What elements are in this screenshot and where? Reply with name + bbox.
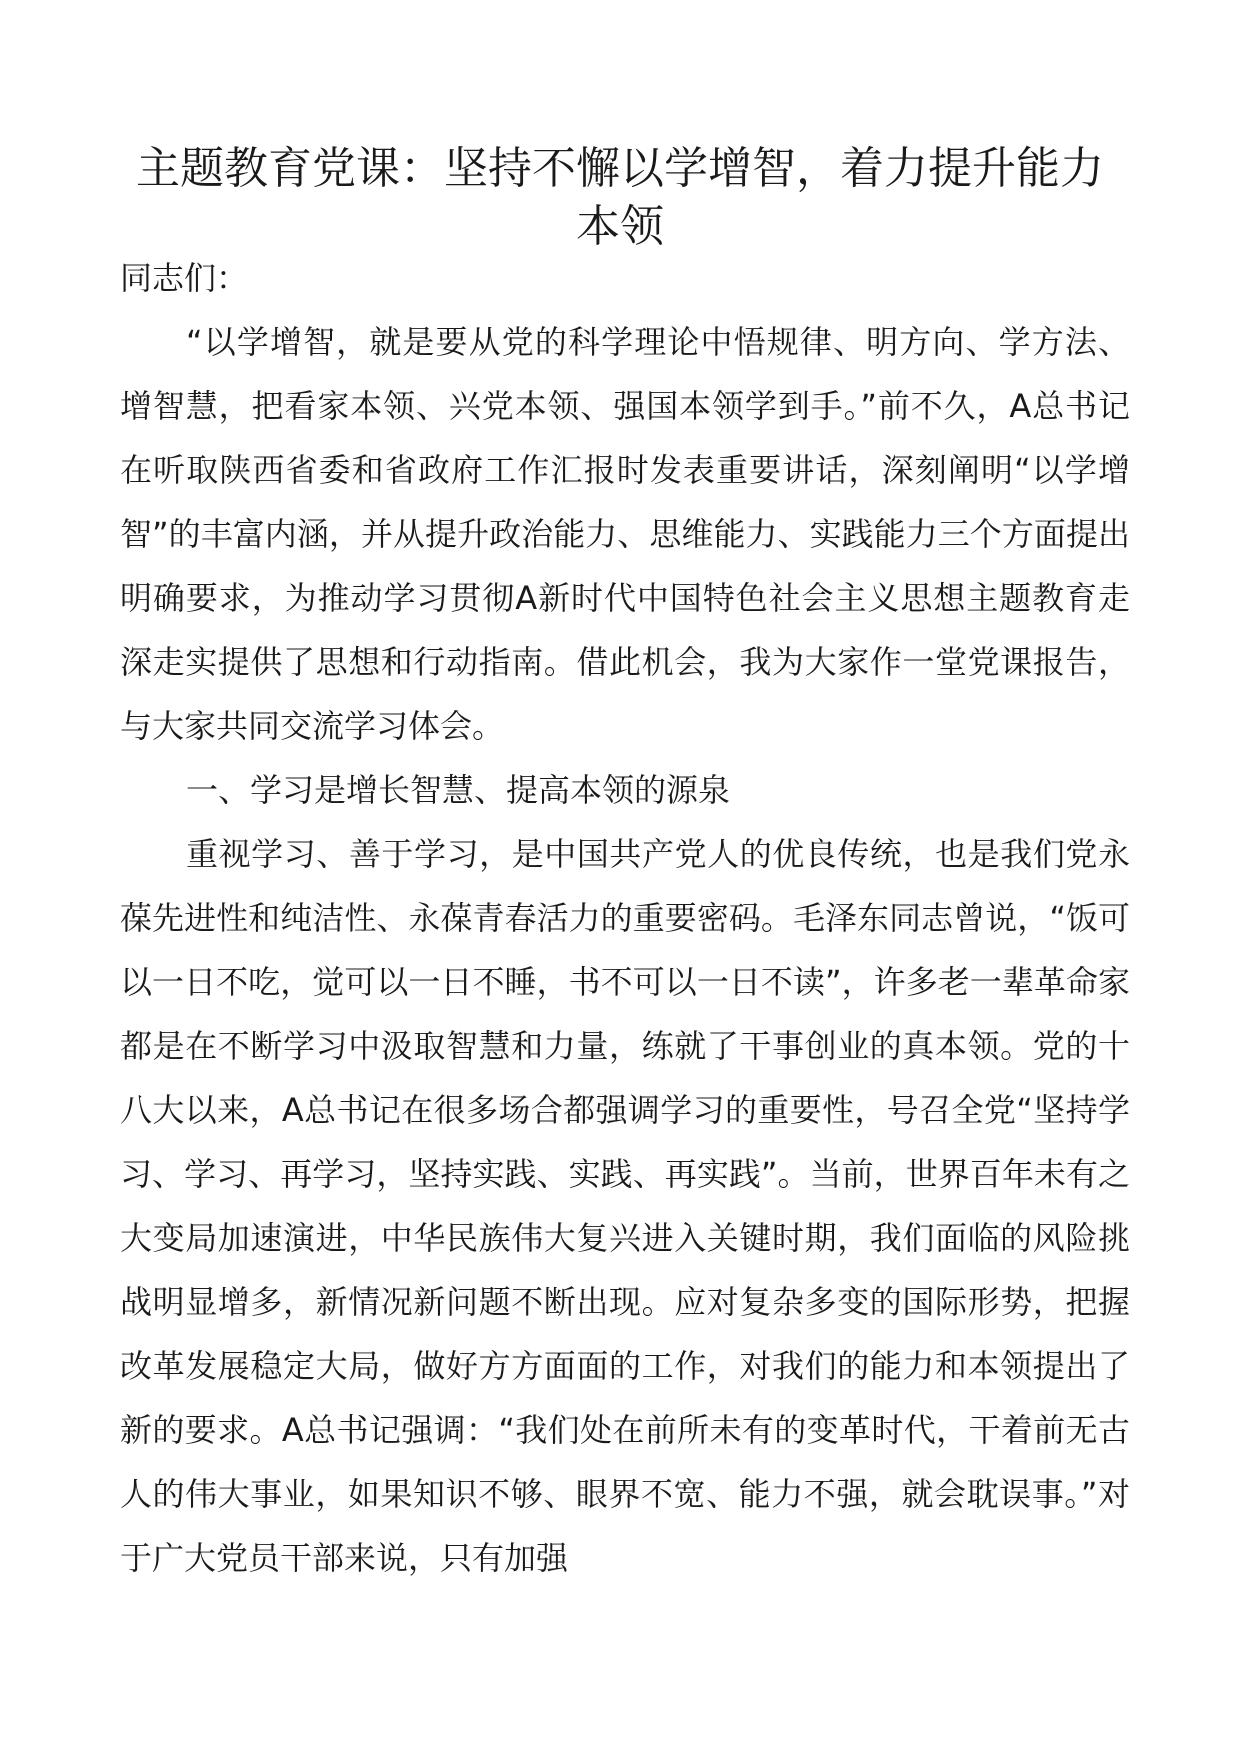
document-title: 主题教育党课：坚持不懈以学增智，着力提升能力本领: [136, 143, 1104, 252]
paragraph-section-1: 重视学习、善于学习，是中国共产党人的优良传统，也是我们党永葆先进性和纯洁性、永葆青春活力的重要密码。毛泽东同志曾说，“饭可以一日不吃，觉可以一日不睡，书不可以一日不读”，许多老一辈革命家都是在不断学习中汲取智慧和力量，练就了干事创业的真本领。党的十八大以来，A总书记在很多场合都强调学习的重要性，号召全党“坚持学习、学习、再学习，坚持实践、实践、再实践”。当前，世界百年未有之大变局加速演进，中华民族伟大复兴进入关键时期，我们面临的风险挑战明显增多，新情况新问题不断出现。应对复杂多变的国际形势，把握改革发展稳定大局，做好方方面面的工作，对我们的能力和本领提出了新的要求。A总书记强调：“我们处在前所未有的变革时代，干着前无古人的伟大事业，如果知识不够、眼界不宽、能力不强，就会耽误事。”对于广大党员干部来说，只有加强: [120, 835, 1130, 1577]
salutation: 同志们：: [120, 259, 249, 297]
paragraph-intro: “以学增智，就是要从党的科学理论中悟规律、明方向、学方法、增智慧，把看家本领、兴党本领、强国本领学到手。”前不久，A总书记在听取陕西省委和省政府工作汇报时发表重要讲话，深刻阐明“以学增智”的丰富内涵，并从提升政治能力、思维能力、实践能力三个方面提出明确要求，为推动学习贯彻A新时代中国特色社会主义思想主题教育走深走实提供了思想和行动指南。借此机会，我为大家作一堂党课报告，与大家共同交流学习体会。: [120, 323, 1130, 745]
section-heading-1: 一、学习是增长智慧、提高本领的源泉: [186, 771, 731, 809]
document-body: [120, 246, 1130, 1590]
